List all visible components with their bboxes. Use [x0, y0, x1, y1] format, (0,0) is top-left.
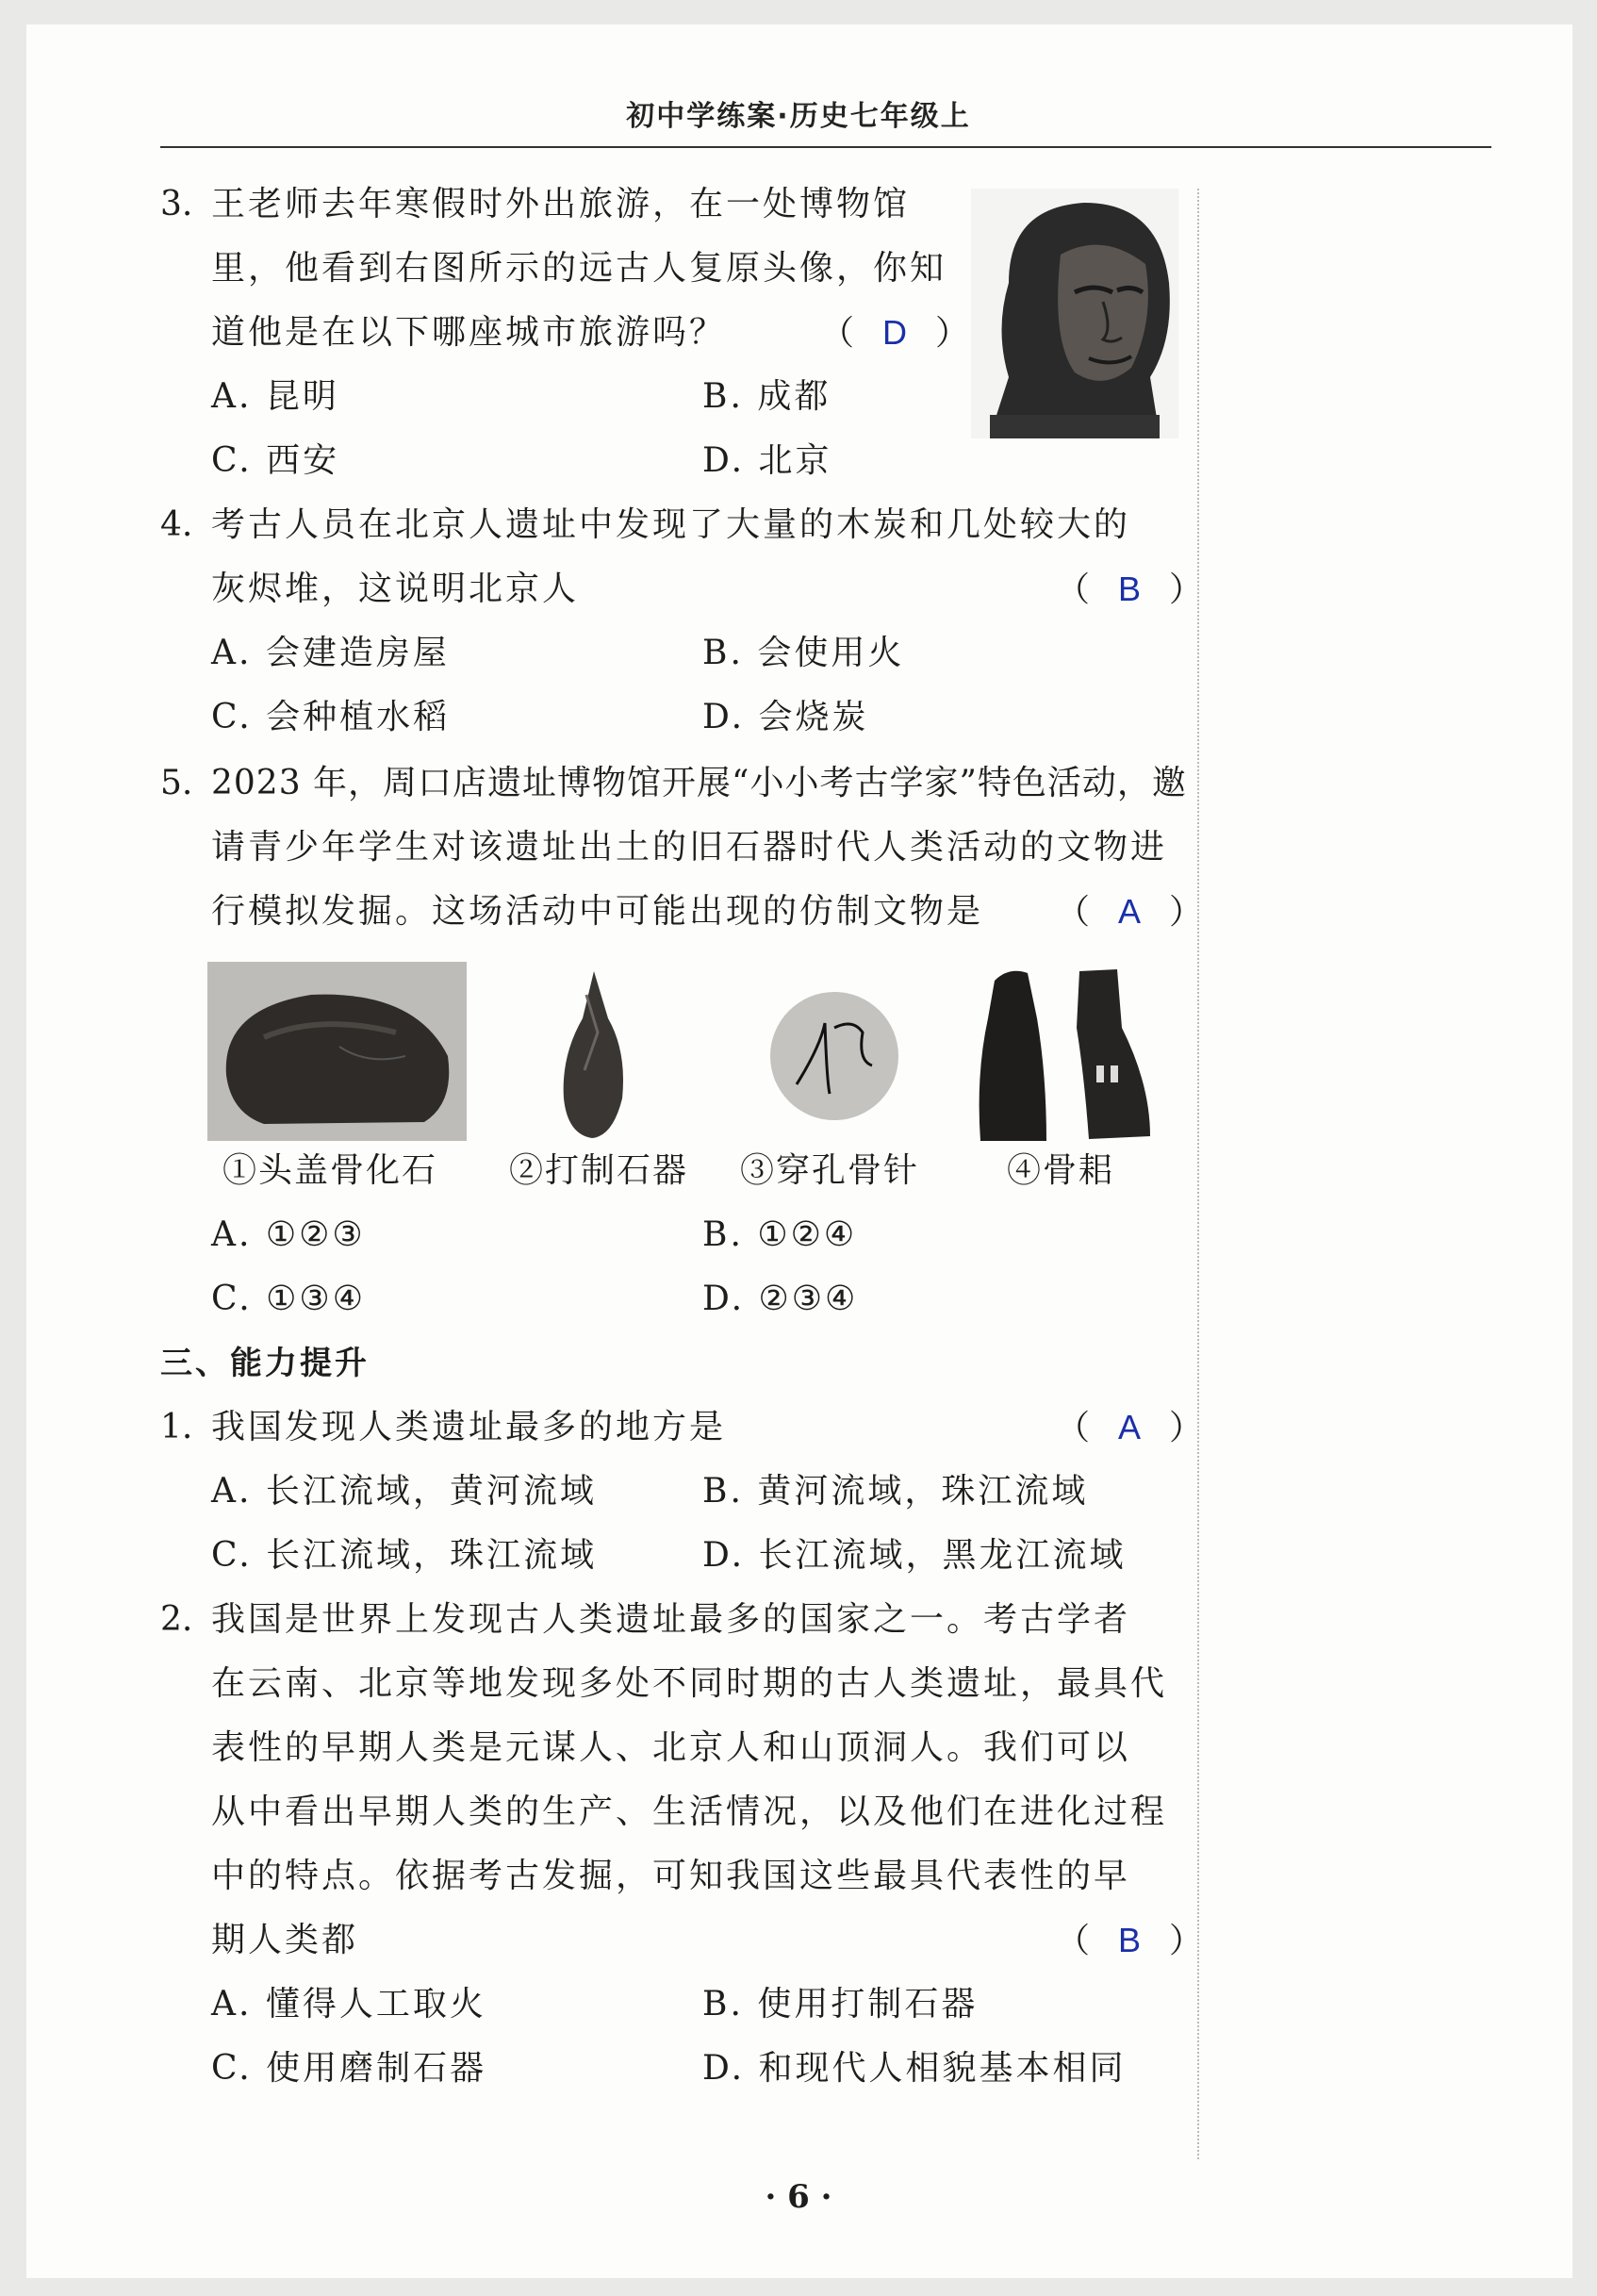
ancient-human-bust-image: [971, 189, 1178, 438]
bracket-close: ）: [1169, 1409, 1204, 1447]
skullcap-fossil-image: [207, 962, 467, 1141]
question-text-line: 在云南、北京等地发现多处不同时期的古人类遗址，最具代: [211, 1664, 1168, 1703]
bracket-open: （: [1056, 1922, 1091, 1960]
question-text-line: 从中看出早期人类的生产、生活情况，以及他们在进化过程: [211, 1792, 1168, 1831]
bracket-close: ）: [1169, 570, 1204, 609]
bone-spade-image: [971, 962, 1160, 1146]
bracket-open: （: [1056, 570, 1091, 609]
question-text-line: 表性的早期人类是元谋人、北京人和山顶洞人。我们可以: [211, 1728, 1131, 1767]
option-d: D. ②③④: [702, 1280, 859, 1318]
answer-bracket: [1056, 1407, 1203, 1449]
option-b: B. 使用打制石器: [702, 1985, 979, 2023]
answer-bracket: [1056, 1920, 1203, 1962]
bracket-open: （: [1056, 1409, 1091, 1447]
option-c: C. 西安: [211, 441, 340, 480]
question-text-line: 中的特点。依据考古发掘，可知我国这些最具代表性的早: [211, 1857, 1131, 1895]
question-text-line: 我国是世界上发现古人类遗址最多的国家之一。考古学者: [211, 1600, 1131, 1639]
answer-bracket: [1056, 891, 1203, 933]
answer-letter: A: [1118, 1408, 1142, 1446]
answer-letter: A: [1118, 892, 1142, 931]
question-text-line: 期人类都: [211, 1921, 359, 1959]
option-a: A. ①②③: [211, 1215, 366, 1254]
section-heading: 三、能力提升: [160, 1345, 370, 1382]
option-a: A. 昆明: [211, 377, 339, 416]
image-caption: ③穿孔骨针: [740, 1151, 920, 1190]
answer-letter: B: [1118, 570, 1142, 608]
option-c: C. 使用磨制石器: [211, 2049, 487, 2088]
bracket-open: （: [820, 314, 855, 353]
image-caption: ②打制石器: [509, 1151, 689, 1190]
question-number: 4.: [160, 505, 193, 544]
question-text-line: 灰烬堆，这说明北京人: [211, 570, 580, 608]
margin-divider: [1197, 189, 1199, 2159]
bracket-close: ）: [1169, 1922, 1204, 1960]
bracket-open: （: [1056, 893, 1091, 932]
option-d: D. 北京: [702, 441, 832, 480]
option-a: A. 懂得人工取火: [211, 1985, 486, 2023]
question-text-line: 我国发现人类遗址最多的地方是: [211, 1408, 727, 1446]
bracket-close: ）: [935, 314, 970, 353]
bone-needle-image: [768, 990, 900, 1122]
option-a: A. 长江流域，黄河流域: [211, 1472, 597, 1511]
image-caption: ①头盖骨化石: [222, 1151, 438, 1190]
question-number: 5.: [160, 764, 193, 802]
question-text-line: 行模拟发掘。这场活动中可能出现的仿制文物是: [211, 892, 984, 931]
answer-bracket: [820, 312, 969, 355]
option-d: D. 和现代人相貌基本相同: [702, 2049, 1127, 2088]
option-c: C. ①③④: [211, 1280, 366, 1318]
bracket-close: ）: [1169, 893, 1204, 932]
question-text-line: 道他是在以下哪座城市旅游吗？: [211, 313, 727, 352]
question-number: 2.: [160, 1600, 193, 1639]
option-a: A. 会建造房屋: [211, 634, 450, 672]
question-text-line: 考古人员在北京人遗址中发现了大量的木炭和几处较大的: [211, 505, 1131, 544]
page-header-title: 初中学练案·历史七年级上: [626, 100, 971, 133]
answer-letter: B: [1118, 1921, 1142, 1959]
answer-bracket: [1056, 569, 1203, 611]
question-text-line: 里，他看到右图所示的远古人复原头像，你知: [211, 249, 947, 288]
option-b: B. ①②④: [702, 1215, 858, 1254]
header-divider: [160, 146, 1491, 148]
question-text-line: 2023 年，周口店遗址博物馆开展“小小考古学家”特色活动，邀: [211, 764, 1187, 802]
option-d: D. 会烧炭: [702, 698, 869, 736]
chipped-stone-tool-image: [556, 966, 632, 1141]
option-c: C. 长江流域，珠江流域: [211, 1536, 598, 1575]
option-d: D. 长江流域，黑龙江流域: [702, 1536, 1127, 1575]
option-b: B. 黄河流域，珠江流域: [702, 1472, 1089, 1511]
answer-letter: D: [882, 313, 908, 352]
question-text-line: 请青少年学生对该遗址出土的旧石器时代人类活动的文物进: [211, 828, 1168, 867]
question-text-line: 王老师去年寒假时外出旅游，在一处博物馆: [211, 185, 911, 223]
question-number: 3.: [160, 185, 193, 223]
option-c: C. 会种植水稻: [211, 698, 451, 736]
option-b: B. 成都: [702, 377, 831, 416]
page-number: · 6 ·: [765, 2178, 832, 2216]
image-caption: ④骨耜: [1007, 1151, 1115, 1190]
question-number: 1.: [160, 1408, 193, 1446]
option-b: B. 会使用火: [702, 634, 905, 672]
